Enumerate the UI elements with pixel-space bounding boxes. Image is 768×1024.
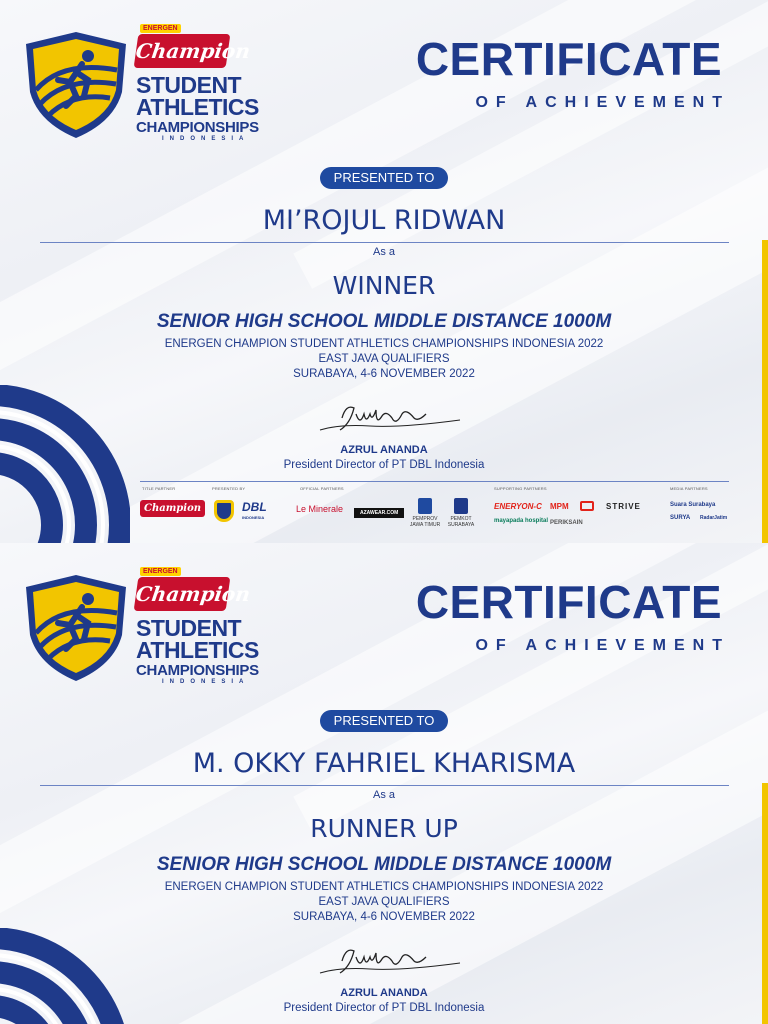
recipient-name: MI’ROJUL RIDWAN bbox=[262, 205, 506, 236]
details-line3: SURABAYA, 4-6 NOVEMBER 2022 bbox=[293, 368, 475, 380]
logo-student: STUDENT bbox=[136, 615, 242, 641]
sponsor-pemprov: PEMPROV JAWA TIMUR bbox=[409, 516, 441, 528]
event-name: SENIOR HIGH SCHOOL MIDDLE DISTANCE 1000M bbox=[156, 854, 612, 875]
sponsor-eneryon: ENERYON-C bbox=[494, 502, 542, 511]
champion-brand: Champion bbox=[134, 34, 231, 68]
presented-to-badge: PRESENTED TO bbox=[320, 167, 448, 189]
shield-runner-icon bbox=[22, 573, 130, 683]
energen-label: ENERGEN bbox=[140, 24, 181, 33]
sponsor-le-minerale: Le Minerale bbox=[296, 504, 344, 514]
divider bbox=[40, 242, 729, 243]
details-line3: SURABAYA, 4-6 NOVEMBER 2022 bbox=[293, 911, 475, 923]
sponsor-champion: Champion bbox=[140, 500, 205, 517]
media-partners-label: MEDIA PARTNERS bbox=[670, 486, 708, 491]
logo-athletics: ATHLETICS bbox=[136, 94, 259, 120]
title-sub: OF ACHIEVEMENT bbox=[475, 94, 730, 111]
sponsor-suara-surabaya: Suara Surabaya bbox=[670, 502, 716, 508]
event-name: SENIOR HIGH SCHOOL MIDDLE DISTANCE 1000M bbox=[156, 311, 612, 332]
details-line2: EAST JAVA QUALIFIERS bbox=[318, 353, 450, 365]
event-details bbox=[0, 337, 768, 382]
sponsor-periksain: PERIKSAIN bbox=[550, 520, 583, 526]
title-partner-label: TITLE PARTNER bbox=[142, 486, 176, 491]
signer-name: AZRUL ANANDA bbox=[340, 444, 428, 456]
presented-to-badge: PRESENTED TO bbox=[320, 710, 448, 732]
signer-role: President Director of PT DBL Indonesia bbox=[283, 459, 485, 471]
presented-by-label: PRESENTED BY bbox=[212, 486, 246, 491]
sponsor-dbl-sub: INDONESIA bbox=[242, 515, 265, 520]
sponsor-mayapada: mayapada hospital bbox=[494, 518, 549, 524]
details-line2: EAST JAVA QUALIFIERS bbox=[318, 896, 450, 908]
award-title: RUNNER UP bbox=[310, 814, 458, 843]
sponsor-mpm: MPM bbox=[550, 502, 569, 511]
supporting-partners-label: SUPPORTING PARTNERS bbox=[494, 486, 547, 491]
certificate-runner-up bbox=[0, 543, 768, 1024]
shield-runner-icon bbox=[22, 30, 130, 140]
logo-athletics: ATHLETICS bbox=[136, 637, 259, 663]
logo-student: STUDENT bbox=[136, 72, 242, 98]
sponsor-strive: STRIVE bbox=[606, 502, 641, 511]
logo-championships: CHAMPIONSHIPS bbox=[136, 662, 259, 679]
sponsor-pemkot: PEMKOT SURABAYA bbox=[447, 516, 475, 528]
official-partners-label: OFFICIAL PARTNERS bbox=[300, 486, 344, 491]
event-details bbox=[0, 880, 768, 925]
award-title: WINNER bbox=[332, 271, 436, 300]
sponsor-bar bbox=[140, 486, 730, 526]
honda-wing-icon bbox=[580, 501, 594, 511]
details-line1: ENERGEN CHAMPION STUDENT ATHLETICS CHAMPIONSHIPS INDONESIA 2022 bbox=[164, 881, 604, 893]
sponsor-divider bbox=[140, 481, 729, 482]
details-line1: ENERGEN CHAMPION STUDENT ATHLETICS CHAMPIONSHIPS INDONESIA 2022 bbox=[164, 338, 604, 350]
signature bbox=[310, 943, 470, 983]
certificate-title bbox=[415, 33, 730, 112]
title-sub: OF ACHIEVEMENT bbox=[475, 637, 730, 654]
logo-indonesia: INDONESIA bbox=[162, 679, 250, 685]
title-main: CERTIFICATE bbox=[415, 576, 722, 628]
dbl-shield-icon bbox=[214, 500, 234, 522]
divider bbox=[40, 785, 729, 786]
sponsor-radar: RadarJatim bbox=[700, 515, 728, 521]
sponsor-dbl: DBL bbox=[242, 500, 267, 514]
logo-championships: CHAMPIONSHIPS bbox=[136, 119, 259, 136]
title-main: CERTIFICATE bbox=[415, 33, 722, 85]
sponsor-surya: SURYA bbox=[670, 515, 691, 521]
signer-name: AZRUL ANANDA bbox=[340, 987, 428, 999]
pemprov-emblem-icon bbox=[418, 498, 432, 514]
pemkot-emblem-icon bbox=[454, 498, 468, 514]
event-logo bbox=[22, 25, 272, 150]
as-a-label: As a bbox=[372, 246, 395, 258]
energen-label: ENERGEN bbox=[140, 567, 181, 576]
sponsor-azawear: AZAWEAR.COM bbox=[354, 508, 404, 518]
recipient-name: M. OKKY FAHRIEL KHARISMA bbox=[192, 748, 576, 779]
signature bbox=[310, 400, 470, 440]
champion-brand: Champion bbox=[134, 577, 231, 611]
event-logo bbox=[22, 568, 272, 693]
as-a-label: As a bbox=[372, 789, 395, 801]
logo-indonesia: INDONESIA bbox=[162, 136, 250, 142]
signer-role: President Director of PT DBL Indonesia bbox=[283, 1002, 485, 1014]
certificate-title bbox=[415, 576, 730, 655]
